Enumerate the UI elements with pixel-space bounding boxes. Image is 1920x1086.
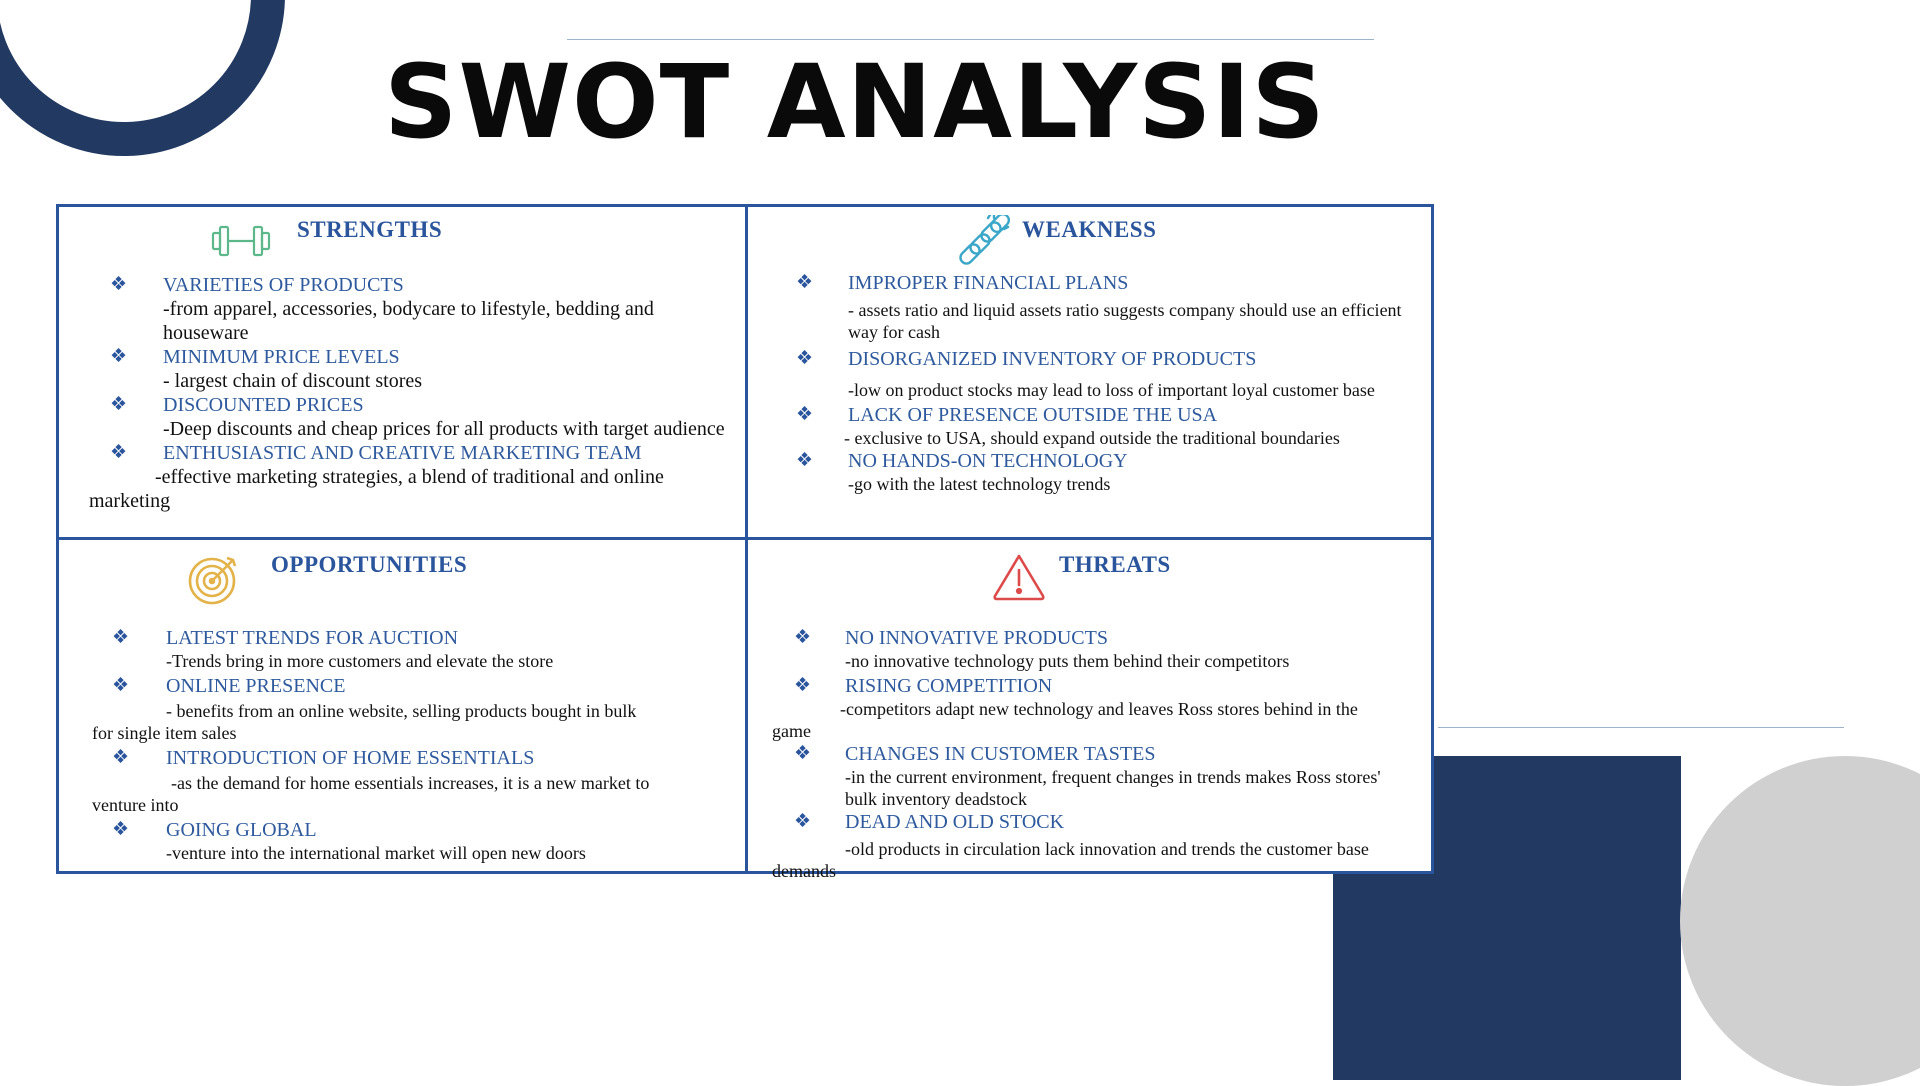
item-detail: -go with the latest technology trends	[848, 474, 1111, 494]
opportunities-quadrant	[59, 540, 745, 871]
list-item	[59, 345, 745, 393]
item-heading: RISING COMPETITION	[845, 675, 1053, 697]
bullet-icon: ❖	[796, 404, 814, 425]
strengths-quadrant	[59, 207, 745, 537]
item-heading: DISCOUNTED PRICES	[163, 394, 364, 416]
warning-icon	[991, 552, 1047, 602]
list-item	[748, 347, 1431, 401]
list-item	[59, 273, 745, 345]
weakness-title: WEAKNESS	[1022, 217, 1157, 242]
threats-list	[748, 626, 1431, 882]
item-detail: -Trends bring in more customers and elevate the store	[166, 651, 554, 671]
item-detail: -in the current environment, frequent changes in trends makes Ross stores' bulk inventory deadstock	[845, 767, 1381, 809]
target-icon	[187, 552, 241, 606]
opportunities-list	[59, 626, 745, 864]
title-rule	[567, 39, 1374, 40]
list-item	[59, 626, 745, 672]
bullet-icon: ❖	[796, 450, 814, 471]
bullet-icon: ❖	[110, 274, 128, 295]
list-item	[59, 818, 745, 864]
item-heading: IMPROPER FINANCIAL PLANS	[848, 272, 1129, 294]
bullet-icon: ❖	[794, 811, 812, 832]
item-detail: -Deep discounts and cheap prices for all products with target audience	[163, 418, 725, 440]
page-title: SWOT ANALYSIS	[384, 43, 1326, 162]
bullet-icon: ❖	[110, 346, 128, 367]
list-item	[748, 810, 1431, 882]
bullet-icon: ❖	[794, 675, 812, 696]
item-heading: ONLINE PRESENCE	[166, 675, 346, 697]
item-heading: DISORGANIZED INVENTORY OF PRODUCTS	[848, 348, 1257, 370]
item-detail: -competitors adapt new technology and leaves Ross stores behind in the game	[772, 699, 1358, 741]
bullet-icon: ❖	[110, 442, 128, 463]
item-detail: - benefits from an online website, selling products bought in bulk for single item sales	[92, 701, 637, 743]
item-heading: NO INNOVATIVE PRODUCTS	[845, 627, 1108, 649]
item-detail: -no innovative technology puts them behind their competitors	[845, 651, 1290, 671]
item-detail: -venture into the international market will open new doors	[166, 843, 586, 863]
list-item	[748, 742, 1431, 810]
bullet-icon: ❖	[112, 819, 130, 840]
item-detail: -as the demand for home essentials increases, it is a new market to venture into	[92, 773, 650, 815]
bullet-icon: ❖	[112, 627, 130, 648]
list-item	[59, 746, 745, 816]
weakness-quadrant	[748, 207, 1431, 537]
item-detail: -effective marketing strategies, a blend of traditional and online marketing	[89, 466, 664, 512]
bullet-icon: ❖	[796, 348, 814, 369]
weakness-list	[748, 271, 1431, 495]
opportunities-title: OPPORTUNITIES	[271, 552, 468, 577]
item-heading: GOING GLOBAL	[166, 819, 317, 841]
list-item	[748, 626, 1431, 672]
list-item	[59, 441, 745, 513]
list-item	[748, 271, 1431, 343]
item-heading: LATEST TRENDS FOR AUCTION	[166, 627, 459, 649]
dumbbell-icon	[209, 223, 273, 259]
bullet-icon: ❖	[112, 675, 130, 696]
bullet-icon: ❖	[110, 394, 128, 415]
item-detail: -low on product stocks may lead to loss of important loyal customer base	[848, 380, 1375, 400]
item-heading: MINIMUM PRICE LEVELS	[163, 346, 400, 368]
item-heading: LACK OF PRESENCE OUTSIDE THE USA	[848, 404, 1218, 426]
list-item	[748, 449, 1431, 495]
item-detail: - largest chain of discount stores	[163, 370, 423, 392]
bullet-icon: ❖	[794, 627, 812, 648]
bullet-icon: ❖	[794, 743, 812, 764]
decorative-ring	[0, 0, 285, 156]
item-heading: ENTHUSIASTIC AND CREATIVE MARKETING TEAM	[163, 442, 642, 464]
item-heading: VARIETIES OF PRODUCTS	[163, 274, 404, 296]
strengths-list	[59, 273, 745, 513]
threats-quadrant	[748, 540, 1431, 881]
bullet-icon: ❖	[112, 747, 130, 768]
item-heading: NO HANDS-ON TECHNOLOGY	[848, 450, 1128, 472]
item-detail: -from apparel, accessories, bodycare to lifestyle, bedding and houseware	[163, 298, 654, 344]
strengths-title: STRENGTHS	[297, 217, 443, 242]
list-item	[748, 403, 1431, 449]
list-item	[748, 674, 1431, 742]
swot-table	[56, 204, 1434, 881]
item-heading: DEAD AND OLD STOCK	[845, 811, 1065, 833]
threats-title: THREATS	[1059, 552, 1171, 577]
item-detail: - assets ratio and liquid assets ratio suggests company should use an efficient way for cash	[848, 300, 1402, 342]
item-heading: INTRODUCTION OF HOME ESSENTIALS	[166, 747, 535, 769]
decorative-rule	[1438, 727, 1844, 728]
bullet-icon: ❖	[796, 272, 814, 293]
list-item	[59, 674, 745, 744]
decorative-gray-circle	[1680, 756, 1920, 1086]
list-item	[59, 393, 745, 441]
item-detail: - exclusive to USA, should expand outside the traditional boundaries	[844, 428, 1340, 448]
broken-chain-icon	[958, 215, 1012, 269]
item-detail: -old products in circulation lack innovation and trends the customer base demands	[772, 839, 1369, 881]
item-heading: CHANGES IN CUSTOMER TASTES	[845, 743, 1156, 765]
